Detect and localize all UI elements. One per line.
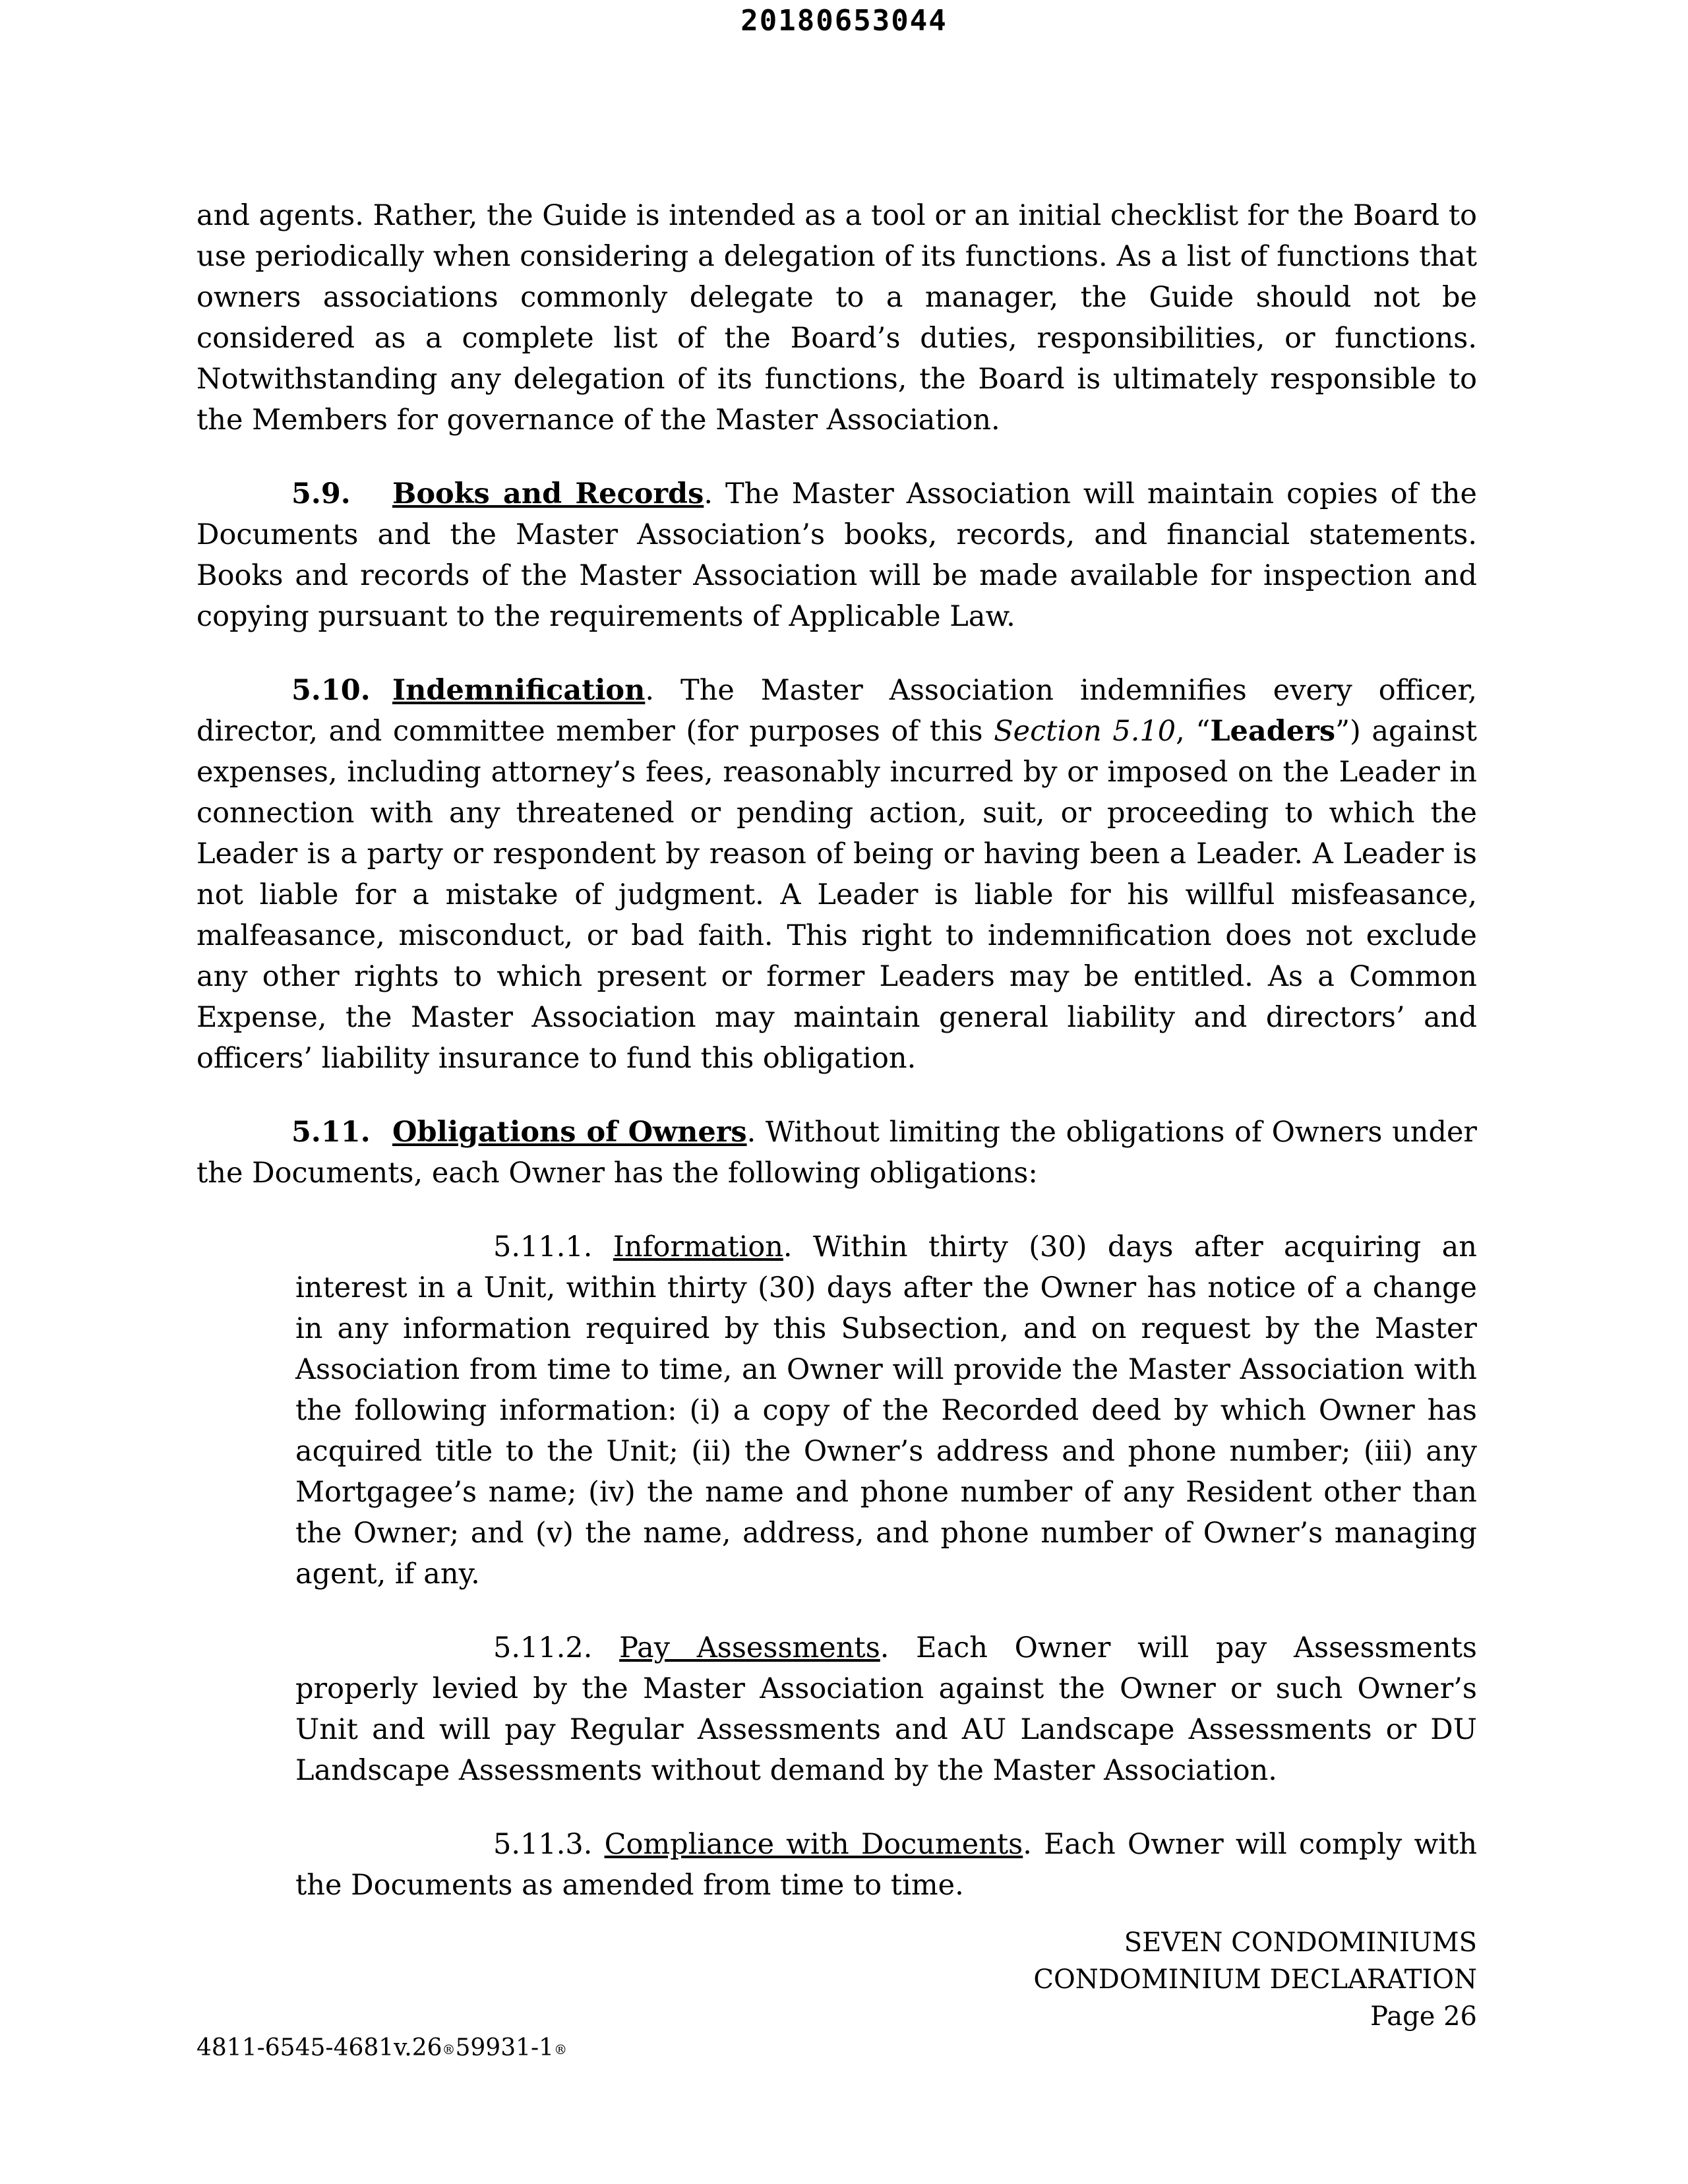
section-text: . Without limiting the obligations of Owners under the Documents, each Owner has the following obligations: [196,1116,1477,1190]
section-text-b: , “ [1176,715,1211,748]
subsection-number: 5.11.2. [493,1631,593,1664]
doc-id-a: 4811-6545-4681v.26 [196,2034,442,2061]
footer-document-id [196,2032,567,2065]
subsections-5-11 [295,1227,1477,1906]
subsection-title: Pay Assessments [619,1631,880,1664]
section-text-a: . The Master Association indemnifies every officer, director, and committee member (for purposes of this [196,674,1477,748]
subsection-5-11-2 [295,1627,1477,1791]
intro-paragraph-text: and agents. Rather, the Guide is intended as a tool or an initial checklist for the Board to use periodically when considering a delegation of its functions. As a list of functions that owners associations commonly delegate to a manager, the Guide should not be considered as a complete list of the Board’s duties, responsibilities, or functions. Notwithstanding any delegation of its functions, the Board is ultimately responsible to the Members for governance of the Master Association. [196,199,1477,437]
registered-mark-icon: ® [442,2042,456,2057]
intro-paragraph [196,195,1477,440]
recording-number: 20180653044 [740,4,948,38]
section-number: 5.10. [291,674,371,707]
footer-document-title [1033,1924,1477,2035]
subsection-text: . Each Owner will pay Assessments properly levied by the Master Association against the Owner or such Owner’s Unit and will pay Regular Assessments and AU Landscape Assessments or DU Landscape Assessments without demand by the Master Association. [295,1631,1477,1787]
registered-mark-icon: ® [554,2042,568,2057]
section-reference: Section 5.10 [994,715,1176,748]
section-number: 5.9. [291,477,351,510]
subsection-number: 5.11.3. [493,1828,593,1861]
subsection-title: Information [613,1230,783,1263]
subsection-5-11-3 [295,1824,1477,1906]
section-5-11 [196,1112,1477,1194]
doc-id-b: 59931-1 [455,2034,555,2061]
subsection-number: 5.11.1. [493,1230,593,1263]
section-title: Obligations of Owners [392,1116,747,1149]
footer-line-1: SEVEN CONDOMINIUMS [1124,1927,1477,1958]
subsection-text: . Within thirty (30) days after acquiring an interest in a Unit, within thirty (30) days after the Owner has notice of a change in any information required by this Subsection, and on request by the Master Association from time to time, an Owner will provide the Master Association with the following information: (i) a copy of the Recorded deed by which Owner has acquired title to the Unit; (ii) the Owner’s address and phone number; (iii) any Mortgagee’s name; (iv) the name and phone number of any Resident other than the Owner; and (v) the name, address, and phone number of Owner’s managing agent, if any. [295,1230,1477,1591]
footer-line-2: CONDOMINIUM DECLARATION [1033,1964,1477,1995]
defined-term: Leaders [1210,715,1336,748]
document-body [196,195,1477,1939]
section-text-c: ”) against expenses, including attorney’s fees, reasonably incurred by or imposed on the Leader in connection with any threatened or pending action, suit, or proceeding to which the Leader is a party or respondent by reason of being or having been a Leader. A Leader is not liable for a mistake of judgment. A Leader is liable for his willful misfeasance, malfeasance, misconduct, or bad faith. This right to indemnification does not exclude any other rights to which present or former Leaders may be entitled. As a Common Expense, the Master Association may maintain general liability and directors’ and officers’ liability insurance to fund this obligation. [196,715,1477,1075]
page-number: Page 26 [1370,2001,1477,2032]
section-text: . The Master Association will maintain copies of the Documents and the Master Association’s books, records, and financial statements. Books and records of the Master Association will be made available for inspection and copying pursuant to the requirements of Applicable Law. [196,477,1477,633]
section-title: Books and Records [392,477,704,510]
section-number: 5.11. [291,1116,371,1149]
section-5-9 [196,473,1477,637]
subsection-text: . Each Owner will comply with the Documents as amended from time to time. [295,1828,1478,1902]
subsection-title: Compliance with Documents [604,1828,1023,1861]
subsection-5-11-1 [295,1227,1477,1594]
section-5-10 [196,670,1477,1079]
section-title: Indemnification [392,674,646,707]
